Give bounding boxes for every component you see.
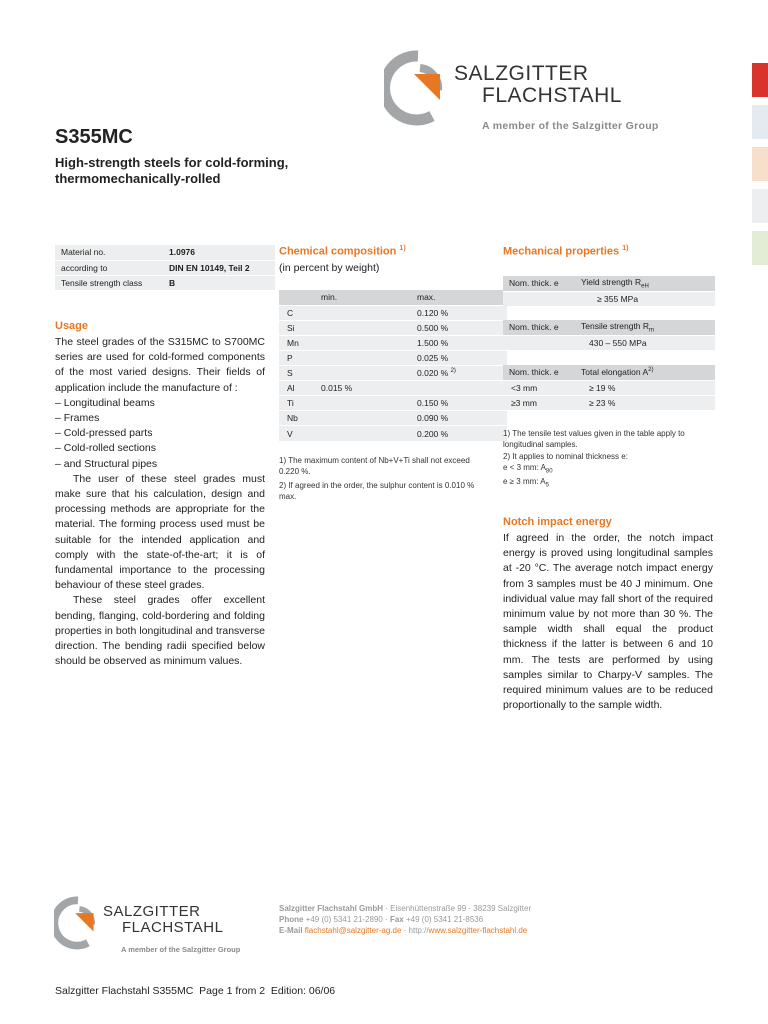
salzgitter-logo-icon — [384, 50, 452, 126]
max-value: 0.200 % — [417, 428, 449, 439]
table-header-row — [279, 290, 507, 305]
yield-header-sub: eH — [641, 283, 649, 290]
chemical-subheading: (in percent by weight) — [279, 262, 380, 274]
usage-paragraph-3: These steel grades offer excellent bending, flanging, cold-bordering and folding properties in both longitudinal and transverse direction. The bending radii specified below should be observed as minimum values. — [55, 594, 265, 668]
mechanical-heading — [503, 245, 628, 258]
table-row — [503, 291, 715, 306]
chemical-footnotes — [279, 456, 479, 502]
max-value: 0.120 % — [417, 307, 449, 318]
salzgitter-footer-logo-icon — [54, 896, 102, 950]
side-tab-blue — [752, 105, 768, 139]
table-row — [503, 335, 715, 350]
elongation-header-text: Total elongation A — [581, 367, 649, 378]
max-cell — [411, 396, 507, 411]
subtitle-line1: High-strength steels for cold-forming, — [55, 155, 289, 170]
tensile-header-text: Tensile strength R — [581, 320, 650, 331]
table-row — [503, 380, 715, 395]
table-row — [55, 275, 275, 290]
table-row — [279, 411, 507, 426]
table-row — [55, 245, 275, 260]
mechanical-heading-text: Mechanical properties — [503, 245, 620, 258]
min-cell — [315, 365, 411, 380]
side-tab-peach — [752, 147, 768, 181]
page-subtitle — [55, 155, 288, 187]
note-3b-text: e ≥ 3 mm: A — [503, 476, 546, 486]
elongation-table — [503, 365, 715, 410]
max-value: 0.025 % — [417, 352, 449, 363]
min-cell — [315, 335, 411, 350]
max-value: 0.020 % — [417, 368, 449, 379]
chemical-table — [279, 290, 507, 441]
footer-email-label: E-Mail — [279, 926, 303, 935]
notch-body: If agreed in the order, the notch impact energy is proved using longitudinal samples at -20 °C. The average notch impact energy from 3 samples must be 40 J minimum. One individual value may fall short of the required minimum value by not more than 30 %. The sample width shall equal the product thickness if the latter is between 6 and 10 mm. The tests are performed by using samples similar to Charpy-V samples. The required minimum values are to be reduced proportionally to the sample width. — [503, 532, 713, 712]
footer-logo — [54, 896, 274, 958]
elongation-header-sup: 2) — [648, 367, 654, 374]
elongation-value: ≥ 19 % — [575, 380, 715, 395]
material-value: 1.0976 — [163, 245, 275, 260]
max-cell — [411, 381, 507, 396]
side-tab-red — [752, 63, 768, 97]
element-cell: Al — [279, 381, 315, 396]
side-tab-grey — [752, 189, 768, 223]
list-item: – Cold-rolled sections — [55, 442, 156, 455]
tensile-header — [575, 320, 715, 335]
element-cell: Nb — [279, 411, 315, 426]
max-cell — [411, 305, 507, 320]
chemical-note-1: 1) The maximum content of Nb+V+Ti shall not exceed 0.220 %. — [279, 456, 470, 476]
list-item: – Frames — [55, 412, 100, 425]
footer-logo-line1: SALZGITTER — [103, 903, 201, 920]
footer-email-line — [279, 925, 599, 936]
note-3a-text: e < 3 mm: A — [503, 462, 546, 472]
element-cell: Si — [279, 320, 315, 335]
max-value: 0.090 % — [417, 413, 449, 424]
thickness-cell — [503, 291, 575, 306]
usage-body — [55, 335, 265, 669]
list-item: – Longitudinal beams — [55, 396, 155, 409]
material-label: Tensile strength class — [55, 275, 163, 290]
footer-web-prefix: · http:// — [401, 926, 429, 935]
footer-logo-line2: FLACHSTAHL — [122, 919, 224, 936]
note-3a-sub: 80 — [545, 468, 553, 475]
page-title: S355MC — [55, 126, 133, 148]
element-cell: V — [279, 426, 315, 441]
material-value: DIN EN 10149, Teil 2 — [163, 260, 275, 275]
element-cell: S — [279, 365, 315, 380]
side-tab-green — [752, 231, 768, 265]
material-label: Material no. — [55, 245, 163, 260]
yield-header — [575, 276, 715, 291]
material-table — [55, 245, 275, 290]
footer-tagline: A member of the Salzgitter Group — [121, 945, 241, 954]
min-cell — [315, 396, 411, 411]
table-row — [55, 260, 275, 275]
max-cell — [411, 411, 507, 426]
mechanical-footnotes — [503, 429, 717, 491]
min-cell — [315, 411, 411, 426]
header-logo-line2: FLACHSTAHL — [482, 84, 622, 107]
mechanical-heading-sup: 1) — [622, 245, 629, 252]
usage-paragraph-2: The user of these steel grades must make sure that his calculation, design and processing methods are appropriate for the material. The forming process used must be suitable for the intended application and comply with the state-of-the-art; it is of fundamental importance to the processing behaviour of these steel grades. — [55, 472, 265, 592]
table-row — [279, 320, 507, 335]
table-row — [279, 365, 507, 380]
table-row — [279, 305, 507, 320]
footer-email-link[interactable]: flachstahl@salzgitter-ag.de — [304, 926, 402, 935]
max-footnote: 2) — [450, 368, 456, 375]
table-row — [279, 396, 507, 411]
material-label: according to — [55, 260, 163, 275]
table-header-row — [503, 276, 715, 291]
table-header-element — [279, 290, 315, 305]
thickness-cell: ≥3 mm — [503, 395, 575, 410]
footer-phone-line — [279, 914, 599, 925]
footer-web-link[interactable]: www.salzgitter-flachstahl.de — [428, 926, 528, 935]
table-row — [279, 350, 507, 365]
max-cell — [411, 426, 507, 441]
table-header-row — [503, 320, 715, 335]
element-cell: Mn — [279, 335, 315, 350]
footer-phone: +49 (0) 5341 21-2890 · — [303, 915, 390, 924]
material-value: B — [163, 275, 275, 290]
tensile-header-sub: m — [649, 327, 655, 334]
table-row — [279, 426, 507, 441]
max-cell — [411, 335, 507, 350]
max-value: 0.150 % — [417, 398, 449, 409]
max-value: 0.500 % — [417, 322, 449, 333]
notch-heading: Notch impact energy — [503, 516, 612, 528]
table-header-row — [503, 365, 715, 380]
thickness-header: Nom. thick. e — [503, 320, 575, 335]
min-cell — [315, 350, 411, 365]
max-value: 1.500 % — [417, 337, 449, 348]
list-item: – and Structural pipes — [55, 457, 158, 470]
footer-address-line — [279, 903, 599, 914]
yield-table — [503, 276, 715, 306]
chemical-heading-text: Chemical composition — [279, 245, 397, 258]
usage-paragraph-1: The steel grades of the S315MC to S700MC series are used for cold-formed components of the most varied designs. Their fields of application include the manufacture of : — [55, 336, 265, 394]
header-logo — [384, 50, 694, 140]
min-cell — [315, 426, 411, 441]
usage-heading: Usage — [55, 320, 89, 332]
tensile-value: 430 – 550 MPa — [575, 335, 715, 350]
note-3b-sub: 5 — [545, 482, 549, 489]
chemical-note-2: 2) If agreed in the order, the sulphur content is 0.010 % max. — [279, 481, 475, 501]
footer-fax-label: Fax — [389, 915, 404, 924]
max-cell — [411, 320, 507, 335]
mechanical-note-1: 1) The tensile test values given in the table apply to longitudinal samples. — [503, 429, 685, 449]
thickness-cell: <3 mm — [503, 380, 575, 395]
table-header-min: min. — [315, 290, 411, 305]
footer-company: Salzgitter Flachstahl GmbH — [279, 904, 384, 913]
min-cell — [315, 305, 411, 320]
header-logo-line1: SALZGITTER — [454, 62, 589, 85]
element-cell: C — [279, 305, 315, 320]
yield-value: ≥ 355 MPa — [575, 291, 715, 306]
table-row — [279, 335, 507, 350]
max-cell — [411, 365, 507, 380]
chemical-heading-sup: 1) — [399, 245, 406, 252]
elongation-value: ≥ 23 % — [575, 395, 715, 410]
element-cell: Ti — [279, 396, 315, 411]
mechanical-note-3b — [503, 477, 717, 491]
footer-phone-label: Phone — [279, 915, 304, 924]
footer-contact — [279, 903, 599, 936]
elongation-header — [575, 365, 715, 380]
thickness-header: Nom. thick. e — [503, 365, 575, 380]
table-header-max: max. — [411, 290, 507, 305]
table-row — [279, 381, 507, 396]
footer-address: · Eisenhüttenstraße 99 · 38239 Salzgitter — [383, 904, 532, 913]
min-cell — [315, 320, 411, 335]
header-tagline: A member of the Salzgitter Group — [482, 120, 659, 132]
element-cell: P — [279, 350, 315, 365]
list-item: – Cold-pressed parts — [55, 427, 153, 440]
mechanical-note-2: 2) It applies to nominal thickness e: — [503, 452, 628, 461]
page-footer: Salzgitter Flachstahl S355MC Page 1 from 2 Edition: 06/06 — [55, 985, 336, 997]
yield-header-text: Yield strength R — [581, 276, 642, 287]
thickness-header: Nom. thick. e — [503, 276, 575, 291]
tensile-table — [503, 320, 715, 350]
max-cell — [411, 350, 507, 365]
chemical-heading — [279, 245, 406, 258]
min-cell: 0.015 % — [315, 381, 411, 396]
footer-fax: +49 (0) 5341 21-8536 — [403, 915, 484, 924]
table-row — [503, 395, 715, 410]
thickness-cell — [503, 335, 575, 350]
mechanical-note-3a — [503, 463, 717, 477]
subtitle-line2: thermomechanically-rolled — [55, 171, 221, 186]
